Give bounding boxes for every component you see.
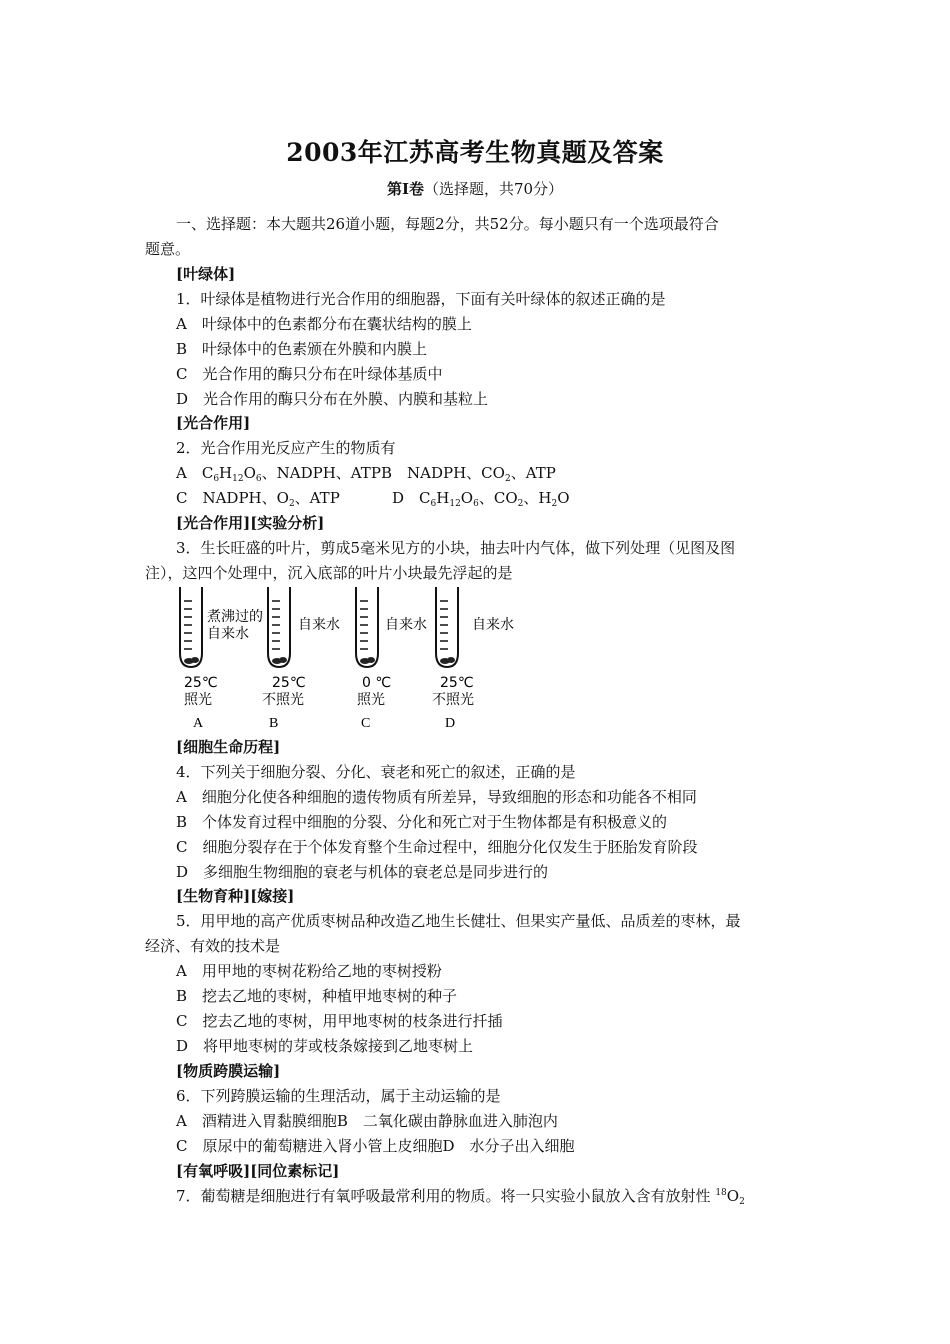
q2-b-rest: 、ATP	[510, 464, 556, 482]
q4-option-d: D 多细胞生物细胞的衰老与机体的衰老总是同步进行的	[176, 863, 549, 881]
q5-option-d: D 将甲地枣树的芽或枝条嫁接到乙地枣树上	[176, 1037, 474, 1055]
q5-stem-2: 经济、有效的技术是	[145, 937, 281, 955]
q5-tag: [生物育种][嫁接]	[176, 887, 295, 905]
subtitle-bold: 第Ⅰ卷	[386, 180, 424, 198]
q5-stem-1: 5．用甲地的高产优质枣树品种改造乙地生长健壮、但果实产量低、品质差的枣林，最	[176, 912, 741, 930]
q2-option-a	[176, 463, 381, 486]
q2-b-label: B NADPH、CO	[381, 464, 505, 482]
tube-c-letter: C	[361, 716, 371, 731]
q7-isotope-sup: 18	[715, 1188, 727, 1198]
q3-tag: [光合作用][实验分析]	[176, 514, 325, 532]
q3-stem-1: 3．生长旺盛的叶片，剪成5毫米见方的小块，抽去叶内气体，做下列处理（见图及图	[176, 539, 736, 557]
test-tube-a	[180, 587, 202, 667]
tube-a-letter: A	[193, 716, 204, 731]
q2-c-sub: 2	[288, 499, 295, 509]
page-subtitle	[0, 178, 950, 199]
q4-stem: 4．下列关于细胞分裂、分化、衰老和死亡的叙述，正确的是	[176, 763, 576, 781]
q6-options-cd: C 原尿中的葡萄糖进入肾小管上皮细胞D 水分子出入细胞	[176, 1137, 575, 1155]
test-tube-c	[356, 587, 378, 667]
q2-d-label: D C	[392, 489, 431, 507]
q2-b-sub: 2	[504, 474, 511, 484]
intro-line-1: 一、选择题：本大题共26道小题，每题2分，共52分。每小题只有一个选项最符合	[176, 215, 719, 233]
tube-d-light: 不照光	[432, 692, 474, 708]
q1-option-a: A 叶绿体中的色素都分布在囊状结构的膜上	[176, 315, 472, 333]
q2-option-c	[176, 488, 340, 511]
q2-option-b	[381, 463, 556, 486]
q1-tag: [叶绿体]	[176, 265, 236, 283]
tube-d-water: 自来水	[472, 617, 514, 633]
tube-c-temp: 0 ℃	[362, 675, 392, 691]
tube-d-letter: D	[445, 716, 456, 731]
subtitle-rest: （选择题，共70分）	[423, 180, 564, 198]
page-title: 2003年江苏高考生物真题及答案	[286, 138, 664, 167]
q2-a-label: A C	[176, 464, 214, 482]
test-tube-figure	[170, 583, 550, 738]
q5-option-a: A 用甲地的枣树花粉给乙地的枣树授粉	[176, 962, 442, 980]
q6-tag: [物质跨膜运输]	[176, 1062, 281, 1080]
q2-a-h: H	[219, 464, 233, 482]
tube-b-letter: B	[269, 716, 279, 731]
q4-option-b: B 个体发育过程中细胞的分裂、分化和死亡对于生物体都是有积极意义的	[176, 813, 668, 831]
q2-d-sub5: 2	[551, 499, 558, 509]
q2-tag: [光合作用]	[176, 414, 251, 432]
q7-stem-text: 7．葡萄糖是细胞进行有氧呼吸最常利用的物质。将一只实验小鼠放入含有放射性	[176, 1187, 716, 1205]
q2-d-h: H	[436, 489, 450, 507]
q2-option-d	[392, 488, 570, 511]
test-tube-d	[436, 587, 458, 667]
q1-stem: 1．叶绿体是植物进行光合作用的细胞器，下面有关叶绿体的叙述正确的是	[176, 290, 666, 308]
tube-d-temp: 25℃	[440, 675, 474, 691]
tube-c-water: 自来水	[385, 617, 427, 633]
q2-d-mid: 、CO	[478, 489, 518, 507]
q7-tag: [有氧呼吸][同位素标记]	[176, 1162, 340, 1180]
q2-d-sub2: 12	[449, 499, 461, 509]
q2-a-sub2: 12	[232, 474, 244, 484]
q6-options-ab: A 酒精进入胃黏膜细胞B 二氧化碳由静脉血进入肺泡内	[176, 1112, 558, 1130]
q2-a-sub1: 6	[213, 474, 220, 484]
tube-a-water-2: 自来水	[207, 626, 249, 642]
q2-d-sub1: 6	[430, 499, 437, 509]
tube-a-water-1: 煮沸过的	[207, 609, 263, 625]
intro-line-2: 题意。	[145, 240, 191, 258]
tube-b-temp: 25℃	[272, 675, 306, 691]
q4-tag: [细胞生命历程]	[176, 738, 281, 756]
q5-option-b: B 挖去乙地的枣树，种植甲地枣树的种子	[176, 987, 458, 1005]
q5-option-c: C 挖去乙地的枣树，用甲地枣树的枝条进行扦插	[176, 1012, 503, 1030]
q2-d-mid2: 、H	[523, 489, 552, 507]
q2-a-o: O	[243, 464, 256, 482]
tube-b-light: 不照光	[262, 692, 304, 708]
tube-c-light: 照光	[357, 692, 385, 708]
q1-option-d: D 光合作用的酶只分布在外膜、内膜和基粒上	[176, 390, 489, 408]
tube-a-light: 照光	[184, 692, 212, 708]
q4-option-c: C 细胞分裂存在于个体发育整个生命过程中，细胞分化仅发生于胚胎发育阶段	[176, 838, 698, 856]
q2-c-label: C NADPH、O	[176, 489, 289, 507]
test-tube-b	[268, 587, 290, 667]
q7-oxygen: O	[726, 1187, 740, 1205]
q3-stem-2: 注），这四个处理中，沉入底部的叶片小块最先浮起的是	[145, 564, 513, 582]
q2-a-rest: 、NADPH、ATP	[261, 464, 381, 482]
q1-option-b: B 叶绿体中的色素颁在外膜和内膜上	[176, 340, 428, 358]
q2-d-end: O	[557, 489, 570, 507]
q2-stem: 2．光合作用光反应产生的物质有	[176, 439, 396, 457]
q2-d-sub3: 6	[473, 499, 479, 509]
q2-c-rest: 、ATP	[294, 489, 340, 507]
q2-d-o: O	[460, 489, 474, 507]
q7-oxygen-sub: 2	[739, 1197, 745, 1207]
q7-stem	[176, 1186, 745, 1209]
q1-option-c: C 光合作用的酶只分布在叶绿体基质中	[176, 365, 443, 383]
q2-a-sub3: 6	[255, 474, 262, 484]
q4-option-a: A 细胞分化使各种细胞的遗传物质有所差异，导致细胞的形态和功能各不相同	[176, 788, 697, 806]
tube-a-temp: 25℃	[184, 675, 218, 691]
q6-stem: 6．下列跨膜运输的生理活动，属于主动运输的是	[176, 1087, 501, 1105]
tube-b-water: 自来水	[298, 617, 340, 633]
q2-d-sub4: 2	[517, 499, 524, 509]
